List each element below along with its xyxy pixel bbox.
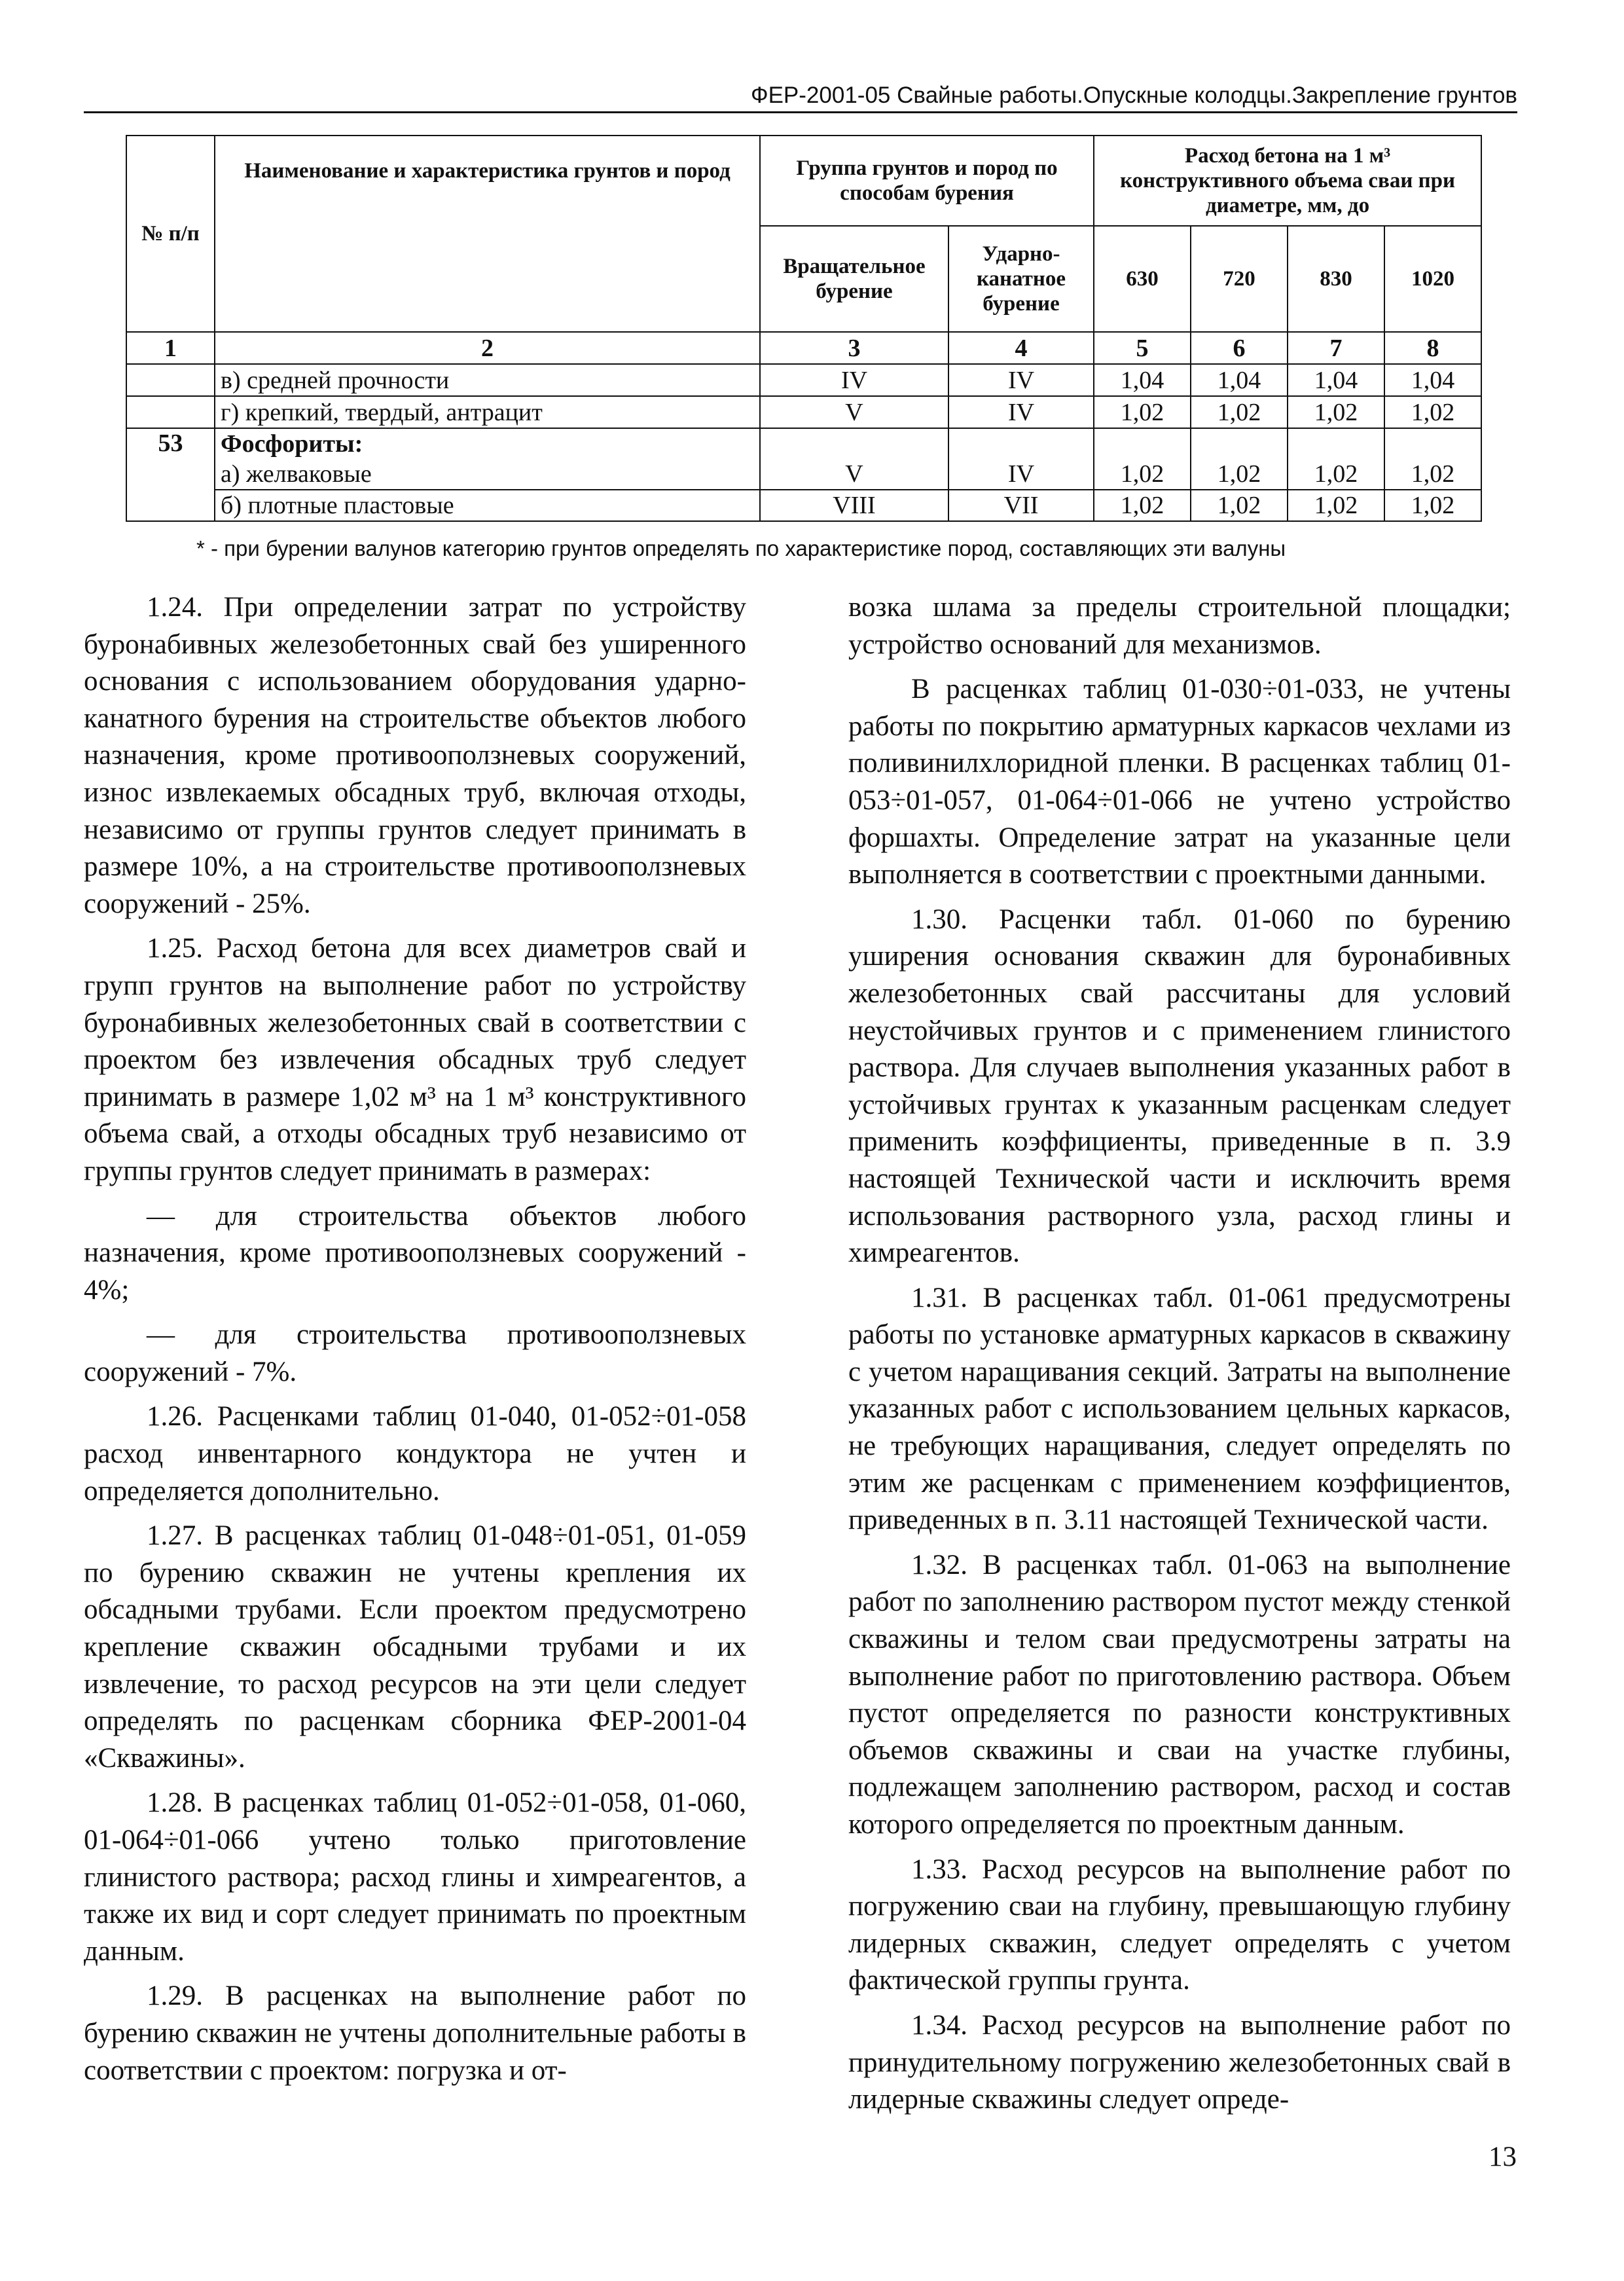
- paragraph-1-29-note: В расценках таблиц 01-030÷01-033, не учтены работы по покрытию арматурных каркасов чехлами из поливинилхлоридной пленки. В расценках таблиц 01-053÷01-057, 01-064÷01-066 не учтено устройство форшахты. Определение затрат на указанные цели выполняется в соответствии с проектными данными.: [848, 674, 1511, 890]
- paragraph-1-32: 1.32. В расценках табл. 01-063 на выполнение работ по заполнению раствором пустот между стенкой скважины и телом сваи предусмотрены затраты на выполнение работ по приготовлению раствора. Объем пустот определяется по разности конструктивных объемов скважины и сваи на участке глубины, подлежащем заполнению раствором, расход и состав которого определяется по проектным данным.: [848, 1549, 1511, 1840]
- row-d630: 1,02: [1094, 396, 1191, 428]
- row-d1020: 1,02: [1384, 490, 1481, 521]
- col-number: 1: [126, 332, 215, 364]
- header-d830: 830: [1288, 226, 1384, 332]
- paragraph-1-34: 1.34. Расход ресурсов на выполнение работ по принудительному погружению железобетонных свай в лидерные скважины следует опреде-: [848, 2009, 1511, 2115]
- paragraph-1-27: 1.27. В расценках таблиц 01-048÷01-051, 01-059 по бурению скважин не учтены крепления их обсадными трубами. Если проектом предусмотрено крепление скважин обсадными трубами и их извлечение, то расход ресурсов на эти цели следует определять по расценкам сборника ФЕР-2001-04 «Скважины».: [84, 1520, 746, 1774]
- row-d720: 1,02: [1191, 459, 1288, 490]
- table-row: [126, 396, 1481, 428]
- paragraph-1-28: 1.28. В расценках таблиц 01-052÷01-058, 01-060, 01-064÷01-066 учтено только приготовление глинистого раствора; расход глины и химреагентов, а также их вид и сорт следует принимать по проектным данным.: [84, 1787, 746, 1967]
- row-num: [126, 396, 215, 428]
- header-consumption: Расход бетона на 1 м³ конструктивного объема сваи при диаметре, мм, до: [1094, 136, 1481, 226]
- row-d830: 1,02: [1288, 396, 1384, 428]
- row-d830: 1,02: [1288, 459, 1384, 490]
- col-number: 6: [1191, 332, 1288, 364]
- row-d1020: 1,04: [1384, 364, 1481, 396]
- row-d720: 1,02: [1191, 490, 1288, 521]
- col-number: 7: [1288, 332, 1384, 364]
- paragraph-1-25-item-2: — для строительства противооползневых сооружений - 7%.: [84, 1319, 746, 1387]
- header-name: Наименование и характеристика грунтов и пород: [215, 136, 760, 332]
- row-percussion: IV: [948, 396, 1094, 428]
- col-number: 5: [1094, 332, 1191, 364]
- col-number: 8: [1384, 332, 1481, 364]
- row-name: б) плотные пластовые: [215, 490, 760, 521]
- row-d830: 1,02: [1288, 490, 1384, 521]
- row-d720: 1,04: [1191, 364, 1288, 396]
- row-rotary: V: [760, 396, 948, 428]
- col-number: 4: [948, 332, 1094, 364]
- row-rotary: V: [760, 459, 948, 490]
- row-num: [126, 364, 215, 396]
- table-row: [126, 428, 1481, 459]
- row-rotary: IV: [760, 364, 948, 396]
- paragraph-1-31: 1.31. В расценках табл. 01-061 предусмотрены работы по установке арматурных каркасов в скважину с учетом наращивания секций. Затраты на выполнение указанных работ с использованием цельных каркасов, не требующих наращивания, следует определять по этим же расценкам с применением коэффициентов, приведенных в п. 3.11 настоящей Технической части.: [848, 1282, 1511, 1536]
- paragraph-1-26: 1.26. Расценками таблиц 01-040, 01-052÷01-058 расход инвентарного кондуктора не учтен и определяется дополнительно.: [84, 1401, 746, 1506]
- paragraph-1-30: 1.30. Расценки табл. 01-060 по бурению уширения основания скважин для буронабивных железобетонных свай рассчитаны для условий неустойчивых грунтов и с применением глинистого раствора. Для случаев выполнения указанных работ в устойчивых грунтах к указанным расценкам следует применить коэффициенты, приведенные в п. 3.9 настоящей Технической части и исключить время использования растворного узла, расход глины и химреагентов.: [848, 903, 1511, 1269]
- header-rule: [84, 111, 1517, 113]
- paragraph-1-24: 1.24. При определении затрат по устройству буронабивных железобетонных свай без уширенного основания с использованием оборудования ударно-канатного бурения на строительстве объектов любого назначения, кроме противооползневых сооружений, износ извлекаемых обсадных труб, включая отходы, независимо от группы грунтов следует принимать в размере 10%, а на строительстве противооползневых сооружений - 25%.: [84, 592, 746, 919]
- running-header: ФЕР-2001-05 Свайные работы.Опускные колодцы.Закрепление грунтов: [750, 82, 1517, 108]
- header-d720: 720: [1191, 226, 1288, 332]
- header-d1020: 1020: [1384, 226, 1481, 332]
- page-number: 13: [1489, 2142, 1517, 2172]
- left-text-column: [84, 589, 746, 2097]
- header-num: № п/п: [126, 136, 215, 332]
- paragraph-1-29-continued: возка шлама за пределы строительной площадки; устройство оснований для механизмов.: [848, 592, 1511, 660]
- table-row: [126, 459, 1481, 490]
- row-d1020: 1,02: [1384, 396, 1481, 428]
- row-percussion: IV: [948, 459, 1094, 490]
- header-group: Группа грунтов и пород по способам бурения: [760, 136, 1094, 226]
- row-percussion: IV: [948, 364, 1094, 396]
- paragraph-1-25-item-1: — для строительства объектов любого назначения, кроме противооползневых сооружений - 4%;: [84, 1200, 746, 1305]
- row-name: в) средней прочности: [215, 364, 760, 396]
- row-d630: 1,04: [1094, 364, 1191, 396]
- row-d1020: 1,02: [1384, 459, 1481, 490]
- header-percussion: Ударно-канатное бурение: [948, 226, 1094, 332]
- header-d630: 630: [1094, 226, 1191, 332]
- col-number: 2: [215, 332, 760, 364]
- row-d630: 1,02: [1094, 459, 1191, 490]
- row-d720: 1,02: [1191, 396, 1288, 428]
- row-d830: 1,04: [1288, 364, 1384, 396]
- table-row: [126, 490, 1481, 521]
- row-name: г) крепкий, твердый, антрацит: [215, 396, 760, 428]
- table-footnote: * - при бурении валунов категорию грунтов определять по характеристике пород, составляющих эти валуны: [196, 536, 1286, 560]
- header-rotary: Вращательное бурение: [760, 226, 948, 332]
- row-percussion: VII: [948, 490, 1094, 521]
- row-name: а) желваковые: [215, 459, 760, 490]
- group-title: Фосфориты:: [215, 428, 760, 459]
- right-text-column: [848, 589, 1511, 2126]
- concrete-consumption-table: [126, 135, 1482, 522]
- paragraph-1-25: 1.25. Расход бетона для всех диаметров свай и групп грунтов на выполнение работ по устройству буронабивных железобетонных свай в соответствии с проектом без извлечения обсадных труб следует принимать в размере 1,02 м³ на 1 м³ конструктивного объема свай, а отходы обсадных труб независимо от группы грунтов следует принимать в размерах:: [84, 933, 746, 1186]
- paragraph-1-29: 1.29. В расценках на выполнение работ по бурению скважин не учтены дополнительные работы в соответствии с проектом: погрузка и от-: [84, 1980, 746, 2086]
- table-row: [126, 364, 1481, 396]
- col-number: 3: [760, 332, 948, 364]
- row-rotary: VIII: [760, 490, 948, 521]
- row-d630: 1,02: [1094, 490, 1191, 521]
- group-num: 53: [126, 428, 215, 459]
- paragraph-1-33: 1.33. Расход ресурсов на выполнение работ по погружению сваи на глубину, превышающую глубину лидерных скважин, следует определять с учетом фактической группы грунта.: [848, 1853, 1511, 1996]
